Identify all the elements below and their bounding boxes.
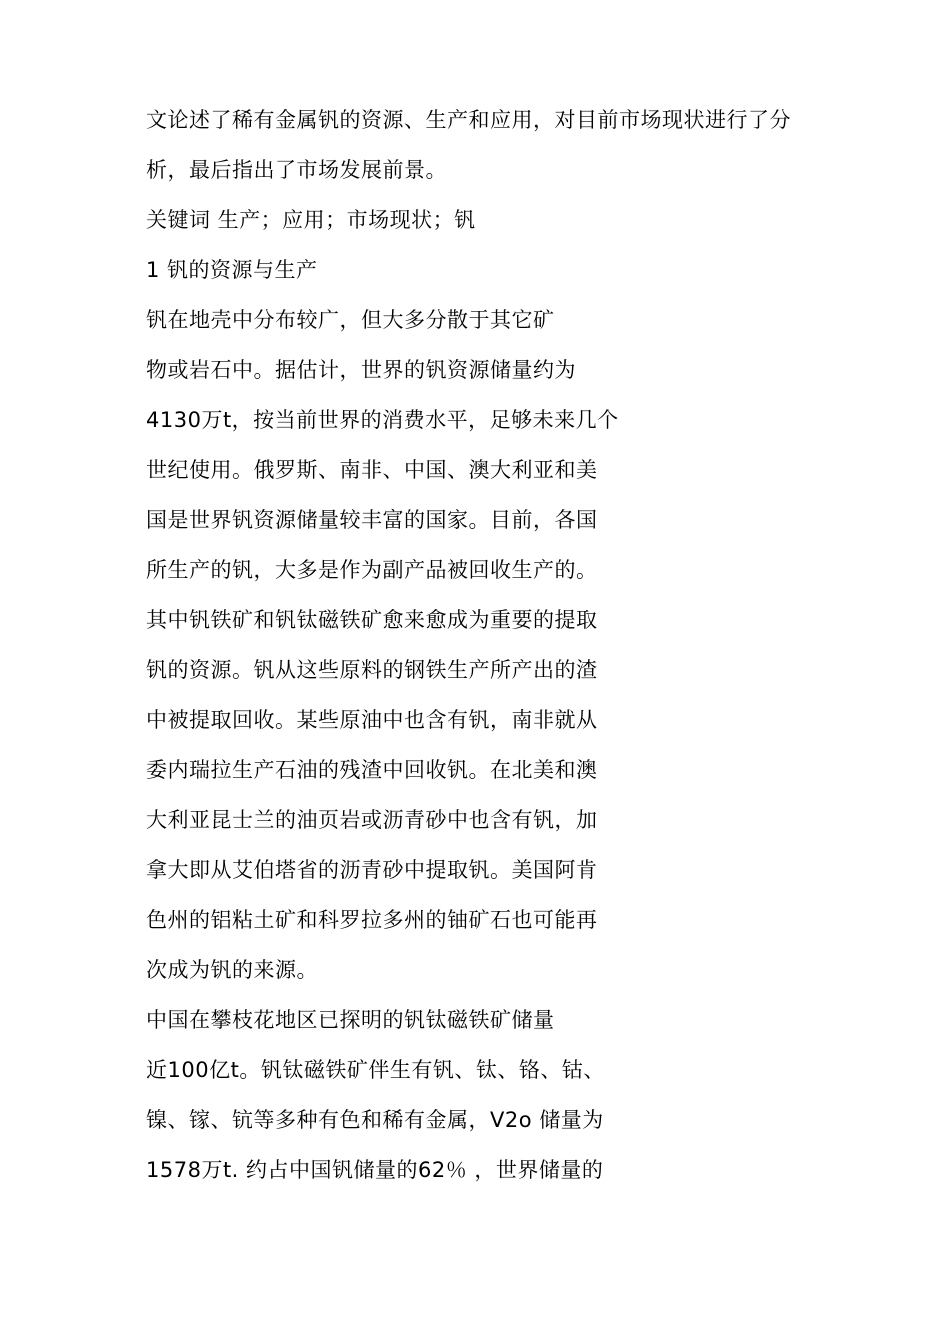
text-line: 色州的铝粘土矿和科罗拉多州的铀矿石也可能再 (146, 908, 598, 932)
text-line: 物或岩石中。据估计，世界的钒资源储量约为 (146, 358, 576, 382)
section-heading: 1 钒的资源与生产 (146, 258, 318, 282)
text-line: 钒在地壳中分布较广，但大多分散于其它矿 (146, 308, 555, 332)
text-line: 拿大即从艾伯塔省的沥青砂中提取钒。美国阿肯 (146, 858, 598, 882)
text-line: 世纪使用。俄罗斯、南非、中国、澳大利亚和美 (146, 458, 598, 482)
text-line: 1578万t. 约占中国钒储量的62％ ，世界储量的 (146, 1158, 604, 1182)
text-line: 委内瑞拉生产石油的残渣中回收钒。在北美和澳 (146, 758, 598, 782)
text-line: 析，最后指出了市场发展前景。 (146, 158, 447, 182)
text-line: 国是世界钒资源储量较丰富的国家。目前，各国 (146, 508, 598, 532)
text-line: 次成为钒的来源。 (146, 958, 318, 982)
text-line: 中国在攀枝花地区已探明的钒钛磁铁矿储量 (146, 1008, 555, 1032)
text-line: 近100亿t。钒钛磁铁矿伴生有钒、钛、铬、钴、 (146, 1058, 605, 1082)
text-line: 4130万t，按当前世界的消费水平，足够未来几个 (146, 408, 619, 432)
text-line: 所生产的钒，大多是作为副产品被回收生产的。 (146, 558, 598, 582)
text-line: 钒的资源。钒从这些原料的钢铁生产所产出的渣 (146, 658, 598, 682)
text-line: 其中钒铁矿和钒钛磁铁矿愈来愈成为重要的提取 (146, 608, 598, 632)
text-line: 镍、镓、钪等多种有色和稀有金属，V2o 储量为 (146, 1108, 604, 1132)
text-line: 文论述了稀有金属钒的资源、生产和应用，对目前市场现状进行了分 (146, 108, 791, 132)
keywords-line: 关键词 生产；应用；市场现状；钒 (146, 208, 476, 232)
text-line: 中被提取回收。某些原油中也含有钒，南非就从 (146, 708, 598, 732)
text-line: 大利亚昆士兰的油页岩或沥青砂中也含有钒，加 (146, 808, 598, 832)
